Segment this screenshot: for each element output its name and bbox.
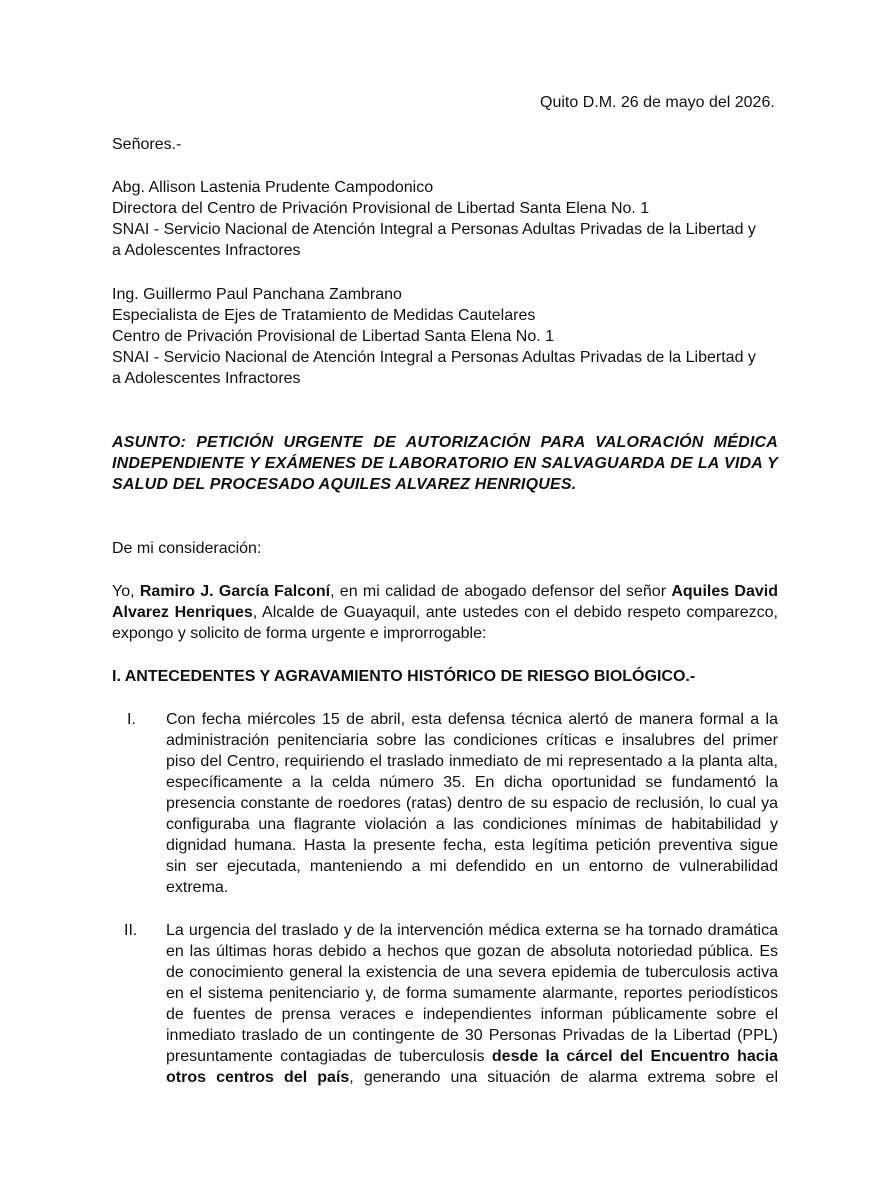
subject-line-1: ASUNTO: PETICIÓN URGENTE DE AUTORIZACIÓN PARA VALORACIÓN MÉDICA	[112, 434, 778, 451]
intro-line-1	[112, 581, 778, 602]
recipient-1-org-line-1: SNAI - Servicio Nacional de Atención Integral a Personas Adultas Privadas de la Libertad y	[112, 221, 756, 238]
item-2-text: presuntamente contagiadas de tuberculosis	[166, 1048, 492, 1065]
item-2-line	[166, 1067, 778, 1088]
recipient-2-org-line-2: a Adolescentes Infractores	[112, 370, 301, 387]
recipient-1-title: Directora del Centro de Privación Provisional de Libertad Santa Elena No. 1	[112, 200, 650, 217]
recipient-2-title: Especialista de Ejes de Tratamiento de Medidas Cautelares	[112, 307, 536, 324]
intro-line-2	[112, 602, 778, 623]
intro-text: , en mi calidad de abogado defensor del señor	[330, 583, 672, 600]
recipient-2-center: Centro de Privación Provisional de Libertad Santa Elena No. 1	[112, 328, 555, 345]
item-numeral: I.	[127, 711, 136, 728]
recipient-2-org-line-1: SNAI - Servicio Nacional de Atención Integral a Personas Adultas Privadas de la Libertad y	[112, 349, 756, 366]
item-2-bold-text: otros centros del país	[166, 1069, 350, 1086]
client-surname: Alvarez Henriques	[112, 604, 253, 621]
greeting: De mi consideración:	[112, 540, 262, 557]
recipient-1-name: Abg. Allison Lastenia Prudente Campodonico	[112, 179, 434, 196]
item-1-line: configuraba una flagrante violación a las condiciones mínimas de habitabilidad y	[166, 816, 778, 833]
item-1-line: presencia constante de roedores (ratas) dentro de su espacio de reclusión, lo cual ya	[166, 795, 778, 812]
client-name: Aquiles David	[671, 583, 779, 600]
item-2-line	[166, 1046, 778, 1067]
letter-date: Quito D.M. 26 de mayo del 2026.	[540, 94, 775, 111]
item-2-bold-text: desde la cárcel del Encuentro hacia	[491, 1048, 778, 1065]
salutation: Señores.-	[112, 136, 182, 153]
intro-text: , Alcalde de Guayaquil, ante ustedes con el debido respeto comparezco,	[252, 604, 779, 621]
item-numeral: II.	[124, 922, 138, 939]
item-1-line: administración penitenciaria sobre las condiciones críticas e insalubres del primer	[166, 732, 778, 749]
section-1-heading: I. ANTECEDENTES Y AGRAVAMIENTO HISTÓRICO DE RIESGO BIOLÓGICO.-	[112, 668, 696, 685]
intro-line-3: expongo y solicito de forma urgente e improrrogable:	[112, 625, 487, 642]
item-2-line: de fuentes de prensa veraces e independientes informan públicamente sobre el	[166, 1006, 778, 1023]
item-1-line: específicamente a la celda número 35. En dicha oportunidad se fundamentó la	[166, 774, 778, 791]
item-2-line: en el sistema penitenciario y, de forma sumamente alarmante, reportes periodísticos	[166, 985, 778, 1002]
item-2-line: inmediato traslado de un contingente de 30 Personas Privadas de la Libertad (PPL)	[166, 1027, 778, 1044]
item-1-line: dignidad humana. Hasta la presente fecha, esta legítima petición preventiva sigue	[166, 837, 778, 854]
recipient-1-org-line-2: a Adolescentes Infractores	[112, 242, 301, 259]
item-2-line: en las últimas horas debido a hechos que gozan de absoluta notoriedad pública. Es	[166, 943, 778, 960]
item-1-line: piso del Centro, requiriendo el traslado inmediato de mi representado a la planta alta,	[166, 753, 778, 770]
subject-line-2: INDEPENDIENTE Y EXÁMENES DE LABORATORIO EN SALVAGUARDA DE LA VIDA Y	[112, 455, 778, 472]
item-2-line: de conocimiento general la existencia de una severa epidemia de tuberculosis activa	[166, 964, 778, 981]
item-1-line: Con fecha miércoles 15 de abril, esta defensa técnica alertó de manera formal a la	[166, 711, 778, 728]
lawyer-name: Ramiro J. García Falconí	[139, 583, 331, 600]
recipient-2-name: Ing. Guillermo Paul Panchana Zambrano	[112, 286, 402, 303]
subject-line-3: SALUD DEL PROCESADO AQUILES ALVAREZ HENRIQUES.	[112, 476, 577, 493]
item-1-line: sin ser ejecutada, manteniendo a mi defendido en un entorno de vulnerabilidad	[166, 858, 778, 875]
item-2-line: La urgencia del traslado y de la intervención médica externa se ha tornado dramática	[166, 922, 778, 939]
item-1-line: extrema.	[166, 879, 229, 896]
intro-text: Yo,	[112, 583, 140, 600]
item-2-text: , generando una situación de alarma extrema sobre el	[349, 1069, 778, 1086]
